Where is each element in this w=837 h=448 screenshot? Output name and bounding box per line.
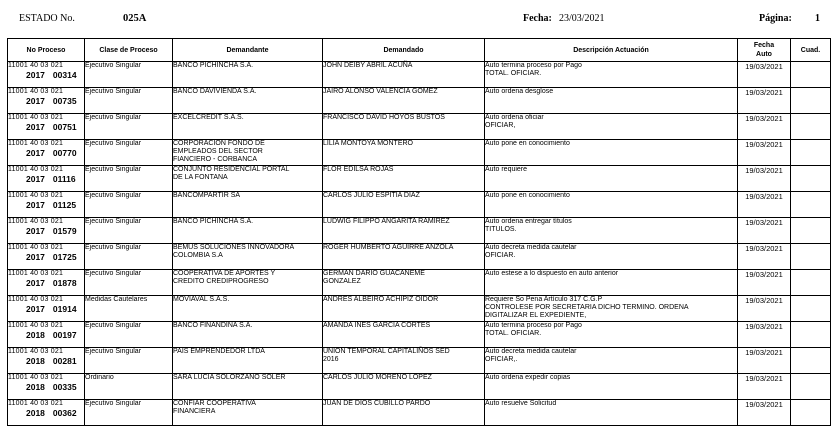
no-proceso-cell <box>8 348 85 374</box>
proceso-year: 2018 <box>26 382 45 392</box>
cuad-cell <box>791 114 831 140</box>
proceso-code: 11001 40 03 021 <box>8 192 64 199</box>
demandante-cell: EXCELCREDIT S.A.S. <box>173 114 323 140</box>
table-row <box>8 140 831 166</box>
proceso-number <box>8 382 84 392</box>
fecha-auto-cell: 19/03/2021 <box>738 374 791 400</box>
proceso-radicado: 01116 <box>52 174 76 184</box>
table-row <box>8 348 831 374</box>
col-header-fecha-line: Fecha <box>753 42 775 49</box>
demandante-cell: CORPORACION FONDO DE EMPLEADOS DEL SECTOR FIANCIERO - CORBANCA <box>173 140 323 166</box>
demandado-cell: UNION TEMPORAL CAPITALIÑOS SED 2016 <box>323 348 485 374</box>
clase-cell: Ejecutivo Singular <box>85 192 173 218</box>
descripcion-cell: Auto decreta medida cautelar OFICIAR. <box>485 244 738 270</box>
proceso-year: 2017 <box>26 304 45 314</box>
no-proceso-cell <box>8 166 85 192</box>
no-proceso-cell <box>8 218 85 244</box>
no-proceso-cell <box>8 114 85 140</box>
demandante-cell: SARA LUCIA SOLORZANO SOLER <box>173 374 323 400</box>
demandante-cell: CONFIAR COOPERATIVA FINANCIERA <box>173 400 323 426</box>
fecha-label: Fecha: <box>523 13 552 24</box>
proceso-radicado: 00335 <box>52 382 77 392</box>
table-row <box>8 400 831 426</box>
proceso-radicado: 00281 <box>52 356 77 366</box>
clase-cell: Ejecutivo Singular <box>85 348 173 374</box>
proceso-year: 2017 <box>26 70 45 80</box>
proceso-radicado: 00197 <box>52 330 77 340</box>
table-row <box>8 62 831 88</box>
demandante-cell: BANCO PICHINCHA S.A. <box>173 218 323 244</box>
proceso-code: 11001 40 03 021 <box>8 166 64 173</box>
proceso-radicado: 00735 <box>52 96 77 106</box>
pagina-number: 1 <box>815 13 820 24</box>
demandado-cell: CARLOS JULIO MORENO LOPEZ <box>323 374 485 400</box>
table-row <box>8 322 831 348</box>
cuad-cell <box>791 218 831 244</box>
clase-cell: Ejecutivo Singular <box>85 62 173 88</box>
cuad-cell <box>791 166 831 192</box>
demandante-cell: BEMUS SOLUCIONES INNOVADORA COLOMBIA S.A <box>173 244 323 270</box>
clase-cell: Ejecutivo Singular <box>85 218 173 244</box>
descripcion-cell: Auto requiere <box>485 166 738 192</box>
proceso-code: 11001 40 03 021 <box>8 322 64 329</box>
clase-cell: Ejecutivo Singular <box>85 114 173 140</box>
cuad-cell <box>791 192 831 218</box>
demandado-cell: FRANCISCO DAVID HOYOS BUSTOS <box>323 114 485 140</box>
proceso-number <box>8 122 84 132</box>
proceso-code: 11001 40 03 021 <box>8 218 64 225</box>
proceso-radicado: 00362 <box>52 408 77 418</box>
fecha-auto-cell: 19/03/2021 <box>738 88 791 114</box>
demandado-cell: JAIRO ALONSO VALENCIA GOMEZ <box>323 88 485 114</box>
estado-number: 025A <box>123 13 147 24</box>
demandado-cell: AMANDA INES GARCIA CORTES <box>323 322 485 348</box>
report-header <box>0 0 837 36</box>
proceso-year: 2017 <box>26 278 45 288</box>
proceso-code: 11001 40 03 021 <box>8 374 64 381</box>
proceso-radicado: 00770 <box>52 148 77 158</box>
descripcion-cell: Auto termina proceso por Pago TOTAL. OFICIAR. <box>485 62 738 88</box>
no-proceso-cell <box>8 400 85 426</box>
demandante-cell: PAIS EMPRENDEDOR LTDA <box>173 348 323 374</box>
proceso-radicado: 00314 <box>52 70 77 80</box>
demandado-cell: LUDWIG FILIPPO ANGARITA RAMIREZ <box>323 218 485 244</box>
descripcion-cell: Requiere So Pena Artículo 317 C.G.P CONTROLESE POR SECRETARIA DICHO TERMINO. ORDENA DIGITALIZAR EL EXPEDIENTE, <box>485 296 738 322</box>
descripcion-cell: Auto ordena oficiar OFICIAR, <box>485 114 738 140</box>
proceso-code: 11001 40 03 021 <box>8 348 64 355</box>
fecha-auto-cell: 19/03/2021 <box>738 114 791 140</box>
demandado-cell: ROGER HUMBERTO AGUIRRE ANZOLA <box>323 244 485 270</box>
descripcion-cell: Auto ordena expedir copias <box>485 374 738 400</box>
fecha-auto-cell: 19/03/2021 <box>738 244 791 270</box>
proceso-radicado: 01725 <box>52 252 77 262</box>
fecha-auto-cell: 19/03/2021 <box>738 140 791 166</box>
col-header-auto-line: Auto <box>756 51 772 58</box>
proceso-number <box>8 252 84 262</box>
demandado-cell: ANDRES ALBEIRO ACHIPIZ OIDOR <box>323 296 485 322</box>
estado-label: ESTADO No. <box>19 13 75 24</box>
proceso-number <box>8 148 84 158</box>
cuad-cell <box>791 140 831 166</box>
proceso-number <box>8 226 84 236</box>
no-proceso-cell <box>8 88 85 114</box>
proceso-year: 2017 <box>26 148 45 158</box>
proceso-number <box>8 330 84 340</box>
descripcion-cell: Auto resuelve Solicitud <box>485 400 738 426</box>
col-header-no-proceso: No Proceso <box>8 39 85 62</box>
demandante-cell: BANCOMPARTIR SA <box>173 192 323 218</box>
proceso-number <box>8 96 84 106</box>
no-proceso-cell <box>8 374 85 400</box>
no-proceso-cell <box>8 140 85 166</box>
clase-cell: Ejecutivo Singular <box>85 244 173 270</box>
proceso-year: 2018 <box>26 408 45 418</box>
table-row <box>8 88 831 114</box>
fecha-auto-cell: 19/03/2021 <box>738 400 791 426</box>
table-row <box>8 218 831 244</box>
clase-cell: Medidas Cautelares <box>85 296 173 322</box>
cuad-cell <box>791 322 831 348</box>
no-proceso-cell <box>8 296 85 322</box>
fecha-auto-cell: 19/03/2021 <box>738 270 791 296</box>
proceso-radicado: 01125 <box>52 200 77 210</box>
col-header-cuad: Cuad. <box>791 39 831 62</box>
demandante-cell: BANCO PICHINCHA S.A. <box>173 62 323 88</box>
demandado-cell: JOHN DEIBY ABRIL ACUÑA <box>323 62 485 88</box>
proceso-number <box>8 70 84 80</box>
cuad-cell <box>791 374 831 400</box>
demandado-cell: JUAN DE DIOS CUBILLO PARDO <box>323 400 485 426</box>
table-row <box>8 270 831 296</box>
proceso-radicado: 01914 <box>52 304 77 314</box>
no-proceso-cell <box>8 192 85 218</box>
no-proceso-cell <box>8 244 85 270</box>
clase-cell: Ejecutivo Singular <box>85 322 173 348</box>
proceso-radicado: 00751 <box>52 122 77 132</box>
proceso-radicado: 01878 <box>52 278 77 288</box>
clase-cell: Ejecutivo Singular <box>85 400 173 426</box>
demandante-cell: BANCO FINANDINA S.A. <box>173 322 323 348</box>
descripcion-cell: Auto pone en conocimiento <box>485 192 738 218</box>
clase-cell: Ejecutivo Singular <box>85 166 173 192</box>
descripcion-cell: Auto estese a lo dispuesto en auto anterior <box>485 270 738 296</box>
proceso-code: 11001 40 03 021 <box>8 400 64 407</box>
table-row <box>8 192 831 218</box>
proceso-radicado: 01579 <box>52 226 77 236</box>
fecha-auto-cell: 19/03/2021 <box>738 192 791 218</box>
fecha-auto-cell: 19/03/2021 <box>738 218 791 244</box>
descripcion-cell: Auto termina proceso por Pago TOTAL. OFICIAR. <box>485 322 738 348</box>
proceso-code: 11001 40 03 021 <box>8 62 64 69</box>
demandante-cell: COOPERATIVA DE APORTES Y CREDITO CREDIPROGRESO <box>173 270 323 296</box>
proceso-year: 2017 <box>26 200 45 210</box>
demandado-cell: GERMAN DARIO GUACANEME GONZALEZ <box>323 270 485 296</box>
table-body <box>8 62 831 426</box>
cuad-cell <box>791 400 831 426</box>
proceso-number <box>8 304 84 314</box>
cuad-cell <box>791 244 831 270</box>
clase-cell: Ordinario <box>85 374 173 400</box>
clase-cell: Ejecutivo Singular <box>85 88 173 114</box>
proceso-number <box>8 200 84 210</box>
proceso-number <box>8 356 84 366</box>
fecha-auto-cell: 19/03/2021 <box>738 296 791 322</box>
proceso-year: 2017 <box>26 174 45 184</box>
table-header-row <box>8 39 831 62</box>
table-row <box>8 296 831 322</box>
proceso-year: 2017 <box>26 252 45 262</box>
proceso-code: 11001 40 03 021 <box>8 270 64 277</box>
col-header-fecha-auto <box>738 39 791 62</box>
demandado-cell: LILIA MONTOYA MONTERO <box>323 140 485 166</box>
no-proceso-cell <box>8 270 85 296</box>
proceso-year: 2017 <box>26 226 45 236</box>
proceso-number <box>8 278 84 288</box>
cuad-cell <box>791 348 831 374</box>
fecha-value: 23/03/2021 <box>559 13 605 24</box>
demandante-cell: CONJUNTO RESIDENCIAL PORTAL DE LA FONTANA <box>173 166 323 192</box>
fecha-auto-cell: 19/03/2021 <box>738 166 791 192</box>
table-row <box>8 114 831 140</box>
proceso-year: 2018 <box>26 330 45 340</box>
proceso-code: 11001 40 03 021 <box>8 244 64 251</box>
fecha-auto-cell: 19/03/2021 <box>738 322 791 348</box>
demandante-cell: BANCO DAVIVIENDA S.A. <box>173 88 323 114</box>
no-proceso-cell <box>8 322 85 348</box>
col-header-clase: Clase de Proceso <box>85 39 173 62</box>
actuaciones-table <box>7 38 831 426</box>
demandado-cell: CARLOS JULIO ESPITIA DIAZ <box>323 192 485 218</box>
cuad-cell <box>791 88 831 114</box>
cuad-cell <box>791 62 831 88</box>
proceso-number <box>8 408 84 418</box>
col-header-demandante: Demandante <box>173 39 323 62</box>
cuad-cell <box>791 270 831 296</box>
descripcion-cell: Auto ordena entregar títulos TITULOS. <box>485 218 738 244</box>
col-header-descripcion: Descripción Actuación <box>485 39 738 62</box>
col-header-demandado: Demandado <box>323 39 485 62</box>
proceso-number <box>8 174 84 184</box>
proceso-year: 2017 <box>26 96 45 106</box>
proceso-code: 11001 40 03 021 <box>8 296 64 303</box>
descripcion-cell: Auto pone en conocimiento <box>485 140 738 166</box>
cuad-cell <box>791 296 831 322</box>
proceso-year: 2017 <box>26 122 45 132</box>
pagina-label: Página: <box>759 13 792 24</box>
proceso-code: 11001 40 03 021 <box>8 88 64 95</box>
proceso-code: 11001 40 03 021 <box>8 114 64 121</box>
descripcion-cell: Auto decreta medida cautelar OFICIAR,. <box>485 348 738 374</box>
proceso-year: 2018 <box>26 356 45 366</box>
fecha-auto-cell: 19/03/2021 <box>738 62 791 88</box>
fecha-auto-cell: 19/03/2021 <box>738 348 791 374</box>
demandado-cell: FLOR EDILSA ROJAS <box>323 166 485 192</box>
table-row <box>8 374 831 400</box>
demandante-cell: MOVIAVAL S.A.S. <box>173 296 323 322</box>
no-proceso-cell <box>8 62 85 88</box>
descripcion-cell: Auto ordena desglose <box>485 88 738 114</box>
table-row <box>8 166 831 192</box>
clase-cell: Ejecutivo Singular <box>85 270 173 296</box>
table-row <box>8 244 831 270</box>
clase-cell: Ejecutivo Singular <box>85 140 173 166</box>
proceso-code: 11001 40 03 021 <box>8 140 64 147</box>
